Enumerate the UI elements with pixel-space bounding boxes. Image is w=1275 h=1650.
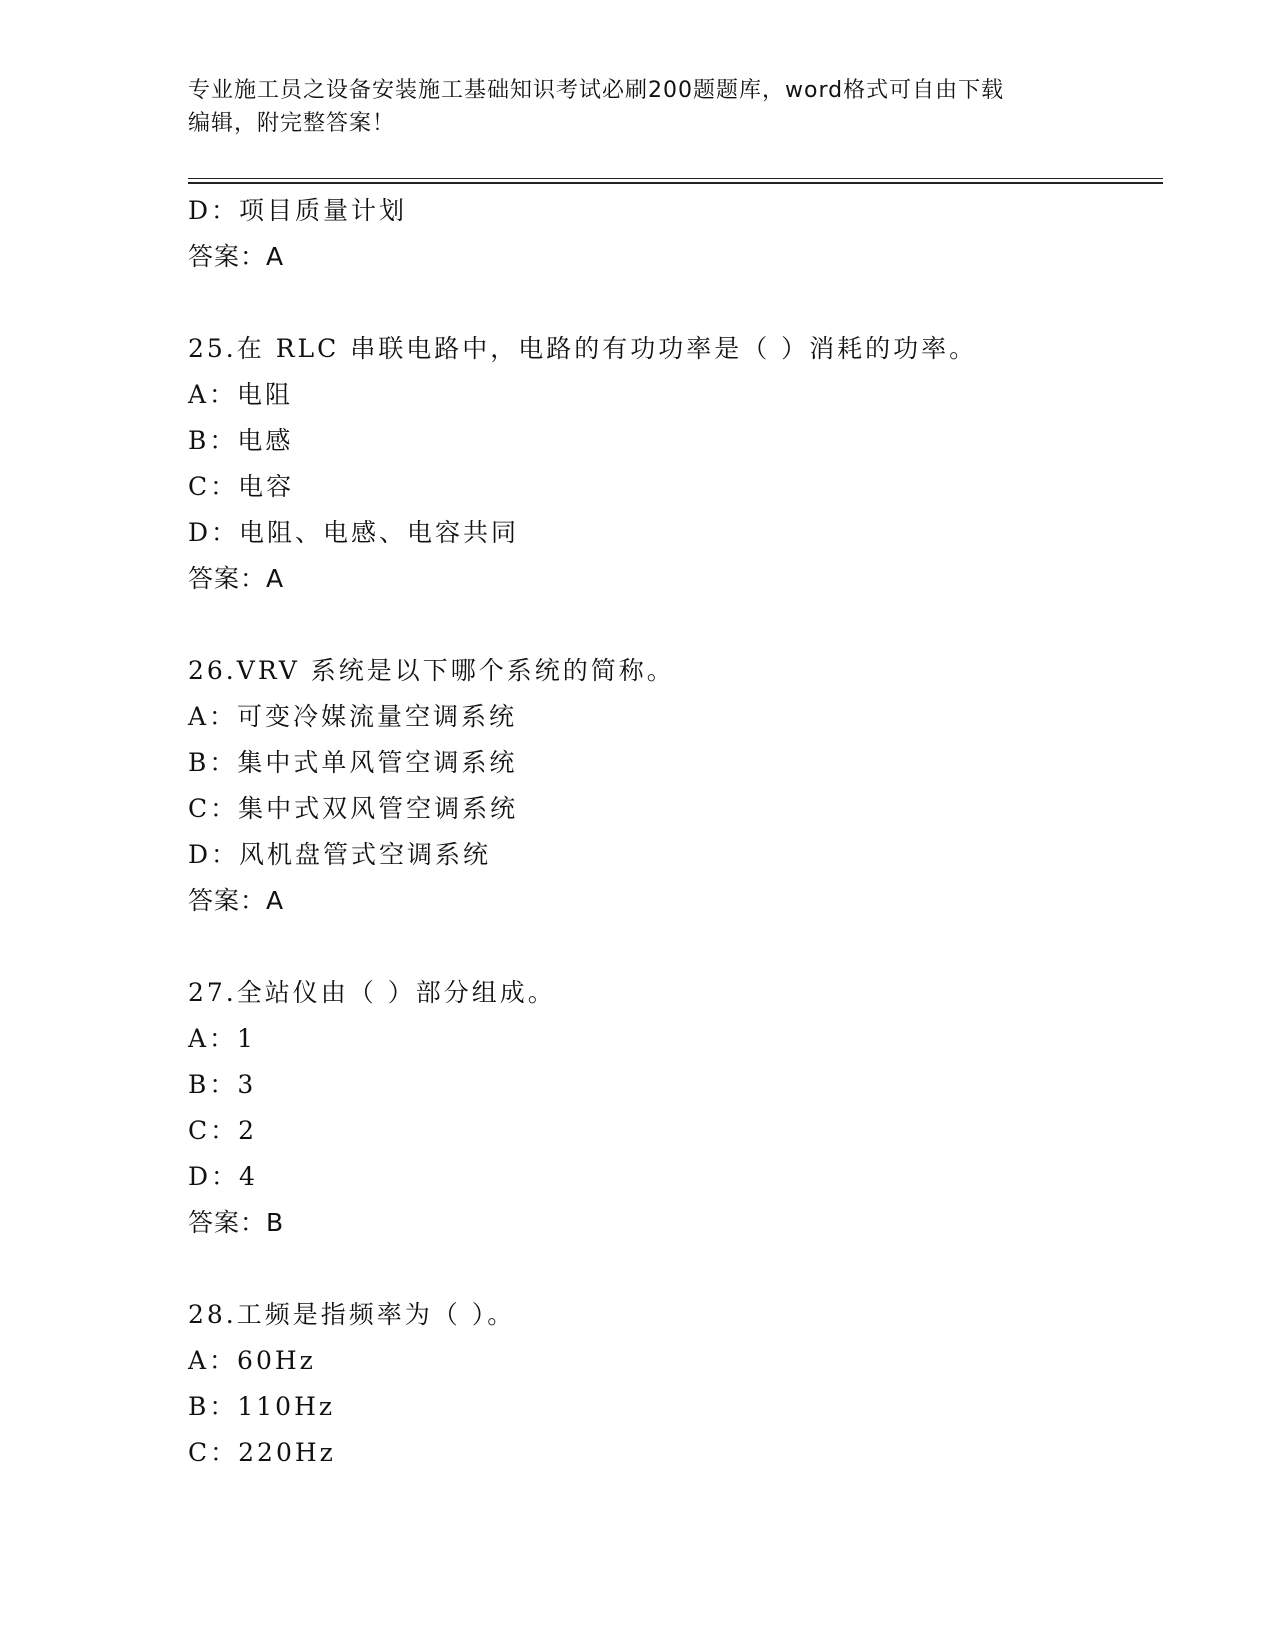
option-b: B：3 <box>188 1070 257 1099</box>
question-stem: 27.全站仪由（ ）部分组成。 <box>188 978 556 1007</box>
document-header <box>188 74 1088 140</box>
option-a: A：1 <box>188 1024 256 1053</box>
answer: 答案：A <box>188 886 285 915</box>
prev-answer: 答案：A <box>188 242 285 271</box>
option-c: C：电容 <box>188 472 295 501</box>
header-line-2: 编辑，附完整答案！ <box>188 111 396 136</box>
option-c: C：2 <box>188 1116 258 1145</box>
prev-option-d: D：项目质量计划 <box>188 196 408 225</box>
question-stem: 25.在 RLC 串联电路中，电路的有功功率是（ ）消耗的功率。 <box>188 334 978 363</box>
spacer <box>188 924 1163 970</box>
question-25 <box>188 326 1163 602</box>
option-b: B：110Hz <box>188 1392 336 1421</box>
answer: 答案：A <box>188 564 285 593</box>
question-26 <box>188 648 1163 924</box>
option-a: A：电阻 <box>188 380 294 409</box>
option-a: A：60Hz <box>188 1346 316 1375</box>
question-28 <box>188 1292 1163 1476</box>
option-c: C：集中式双风管空调系统 <box>188 794 519 823</box>
answer: 答案：B <box>188 1208 285 1237</box>
option-c: C：220Hz <box>188 1438 336 1467</box>
question-list <box>188 188 1163 1476</box>
option-d: D：电阻、电感、电容共同 <box>188 518 520 547</box>
header-divider-thin <box>188 178 1163 179</box>
option-b: B：集中式单风管空调系统 <box>188 748 518 777</box>
option-a: A：可变冷媒流量空调系统 <box>188 702 518 731</box>
question-stem: 28.工频是指频率为（ ）。 <box>188 1300 516 1329</box>
option-d: D：风机盘管式空调系统 <box>188 840 492 869</box>
spacer <box>188 1246 1163 1292</box>
header-line-1: 专业施工员之设备安装施工基础知识考试必刷200题题库，word格式可自由下载 <box>188 78 1005 103</box>
spacer <box>188 280 1163 326</box>
question-27 <box>188 970 1163 1246</box>
spacer <box>188 602 1163 648</box>
option-d: D：4 <box>188 1162 258 1191</box>
option-b: B：电感 <box>188 426 294 455</box>
header-divider-thick <box>188 182 1163 184</box>
question-stem: 26.VRV 系统是以下哪个系统的简称。 <box>188 656 675 685</box>
